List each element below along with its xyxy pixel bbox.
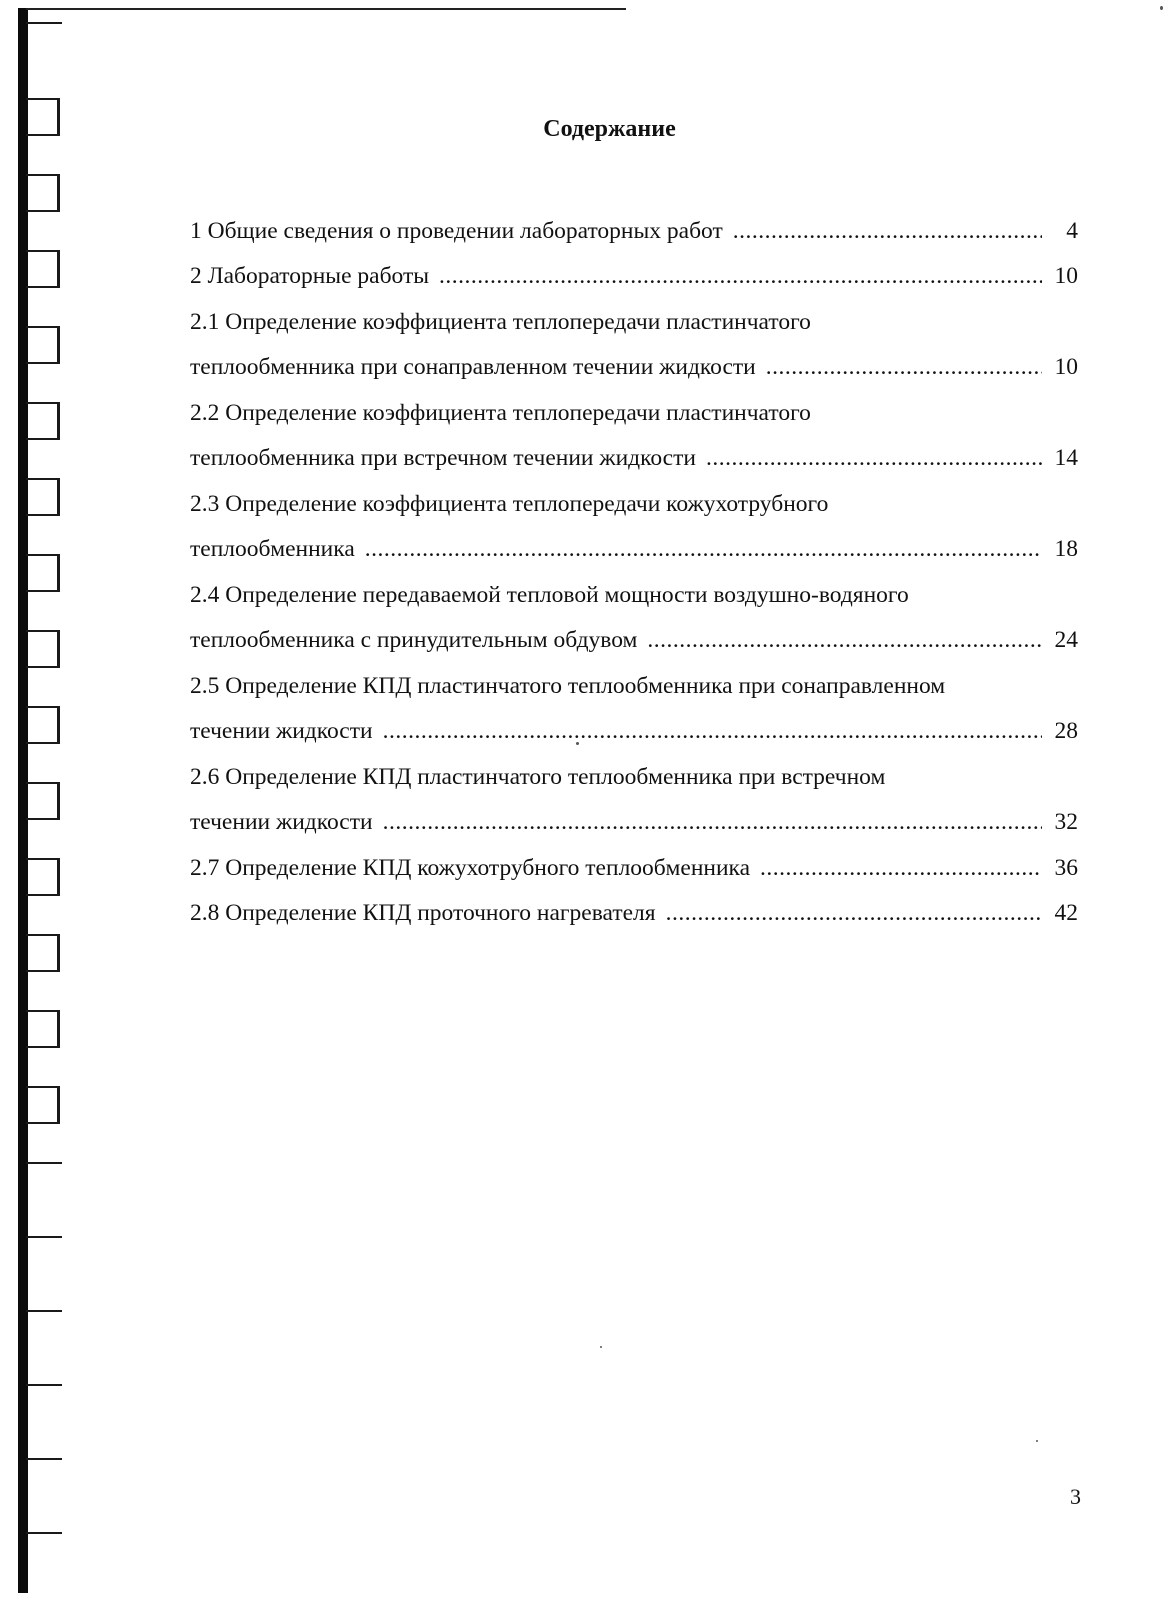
toc-entry-text: течении жидкости <box>190 809 373 835</box>
binding-ring <box>26 858 60 896</box>
binding-ring <box>26 250 60 288</box>
binding-tick <box>26 1162 62 1164</box>
binding-ring <box>26 1010 60 1048</box>
binding-ring <box>26 554 60 592</box>
binding-ring <box>26 782 60 820</box>
toc-entry[interactable] <box>190 246 1078 292</box>
binding-tick <box>26 1236 62 1238</box>
top-rule <box>26 8 626 10</box>
scan-speck <box>576 742 579 745</box>
toc-entry-first-line[interactable] <box>190 564 1078 610</box>
toc-entry-text: 2.2 Определение коэффициента теплопередачи пластинчатого <box>190 399 811 426</box>
toc-entry-page: 24 <box>1054 627 1078 653</box>
toc-leader-dots <box>733 216 1042 246</box>
scan-speck <box>1036 1440 1038 1442</box>
toc-entry-page: 28 <box>1054 718 1078 744</box>
toc-entry-page: 14 <box>1054 445 1078 471</box>
toc-entry-first-line[interactable] <box>190 655 1078 701</box>
toc-leader-dots <box>706 443 1042 473</box>
toc-entry[interactable] <box>190 337 1078 383</box>
toc-entry-text: 2.8 Определение КПД проточного нагревателя <box>190 900 656 926</box>
toc-entry-page: 42 <box>1054 900 1078 926</box>
toc-entry[interactable] <box>190 701 1078 747</box>
toc-leader-dots <box>766 352 1042 382</box>
toc-entry-text: течении жидкости <box>190 718 373 744</box>
toc-entry[interactable] <box>190 610 1078 656</box>
toc-entry[interactable] <box>190 200 1078 246</box>
toc-entry-page: 18 <box>1054 536 1078 562</box>
toc-entry-text: теплообменника при встречном течении жидкости <box>190 445 696 471</box>
toc-entry[interactable] <box>190 428 1078 474</box>
binding-ring <box>26 478 60 516</box>
binding-ring <box>26 326 60 364</box>
binding-ring <box>26 1086 60 1124</box>
toc-entry-text: 1 Общие сведения о проведении лабораторных работ <box>190 217 723 244</box>
toc-leader-dots <box>666 898 1042 928</box>
toc-entry-page: 10 <box>1054 354 1078 380</box>
toc-entry-page: 32 <box>1054 809 1078 835</box>
toc-entry-text: теплообменника при сонаправленном течении жидкости <box>190 354 756 380</box>
page-number: 3 <box>1070 1484 1081 1509</box>
toc-entry-page: 4 <box>1066 217 1078 244</box>
binding-tick <box>26 1532 62 1534</box>
table-of-contents <box>190 200 1078 928</box>
toc-entry-text: 2.7 Определение КПД кожухотрубного теплообменника <box>190 854 751 881</box>
toc-entry-text: 2.4 Определение передаваемой тепловой мощности воздушно-водяного <box>190 581 909 608</box>
binding-tick <box>26 22 62 24</box>
toc-entry-first-line[interactable] <box>190 746 1078 792</box>
toc-leader-dots <box>647 625 1042 655</box>
toc-entry-page: 36 <box>1054 854 1078 881</box>
toc-entry-text: 2.3 Определение коэффициента теплопередачи кожухотрубного <box>190 490 829 517</box>
binding-tick <box>26 1310 62 1312</box>
toc-entry-text: 2 Лабораторные работы <box>190 263 430 289</box>
toc-entry-page: 10 <box>1054 263 1078 289</box>
binding-ring <box>26 934 60 972</box>
toc-entry[interactable] <box>190 792 1078 838</box>
binding-ring <box>26 402 60 440</box>
scan-speck <box>600 1346 602 1348</box>
toc-leader-dots <box>439 261 1042 291</box>
toc-leader-dots <box>383 716 1042 746</box>
binding-ring <box>26 706 60 744</box>
toc-leader-dots <box>760 853 1042 883</box>
toc-entry[interactable] <box>190 883 1078 929</box>
toc-entry-text: 2.1 Определение коэффициента теплопередачи пластинчатого <box>190 308 811 335</box>
toc-entry-text: 2.6 Определение КПД пластинчатого теплообменника при встречном <box>190 763 886 790</box>
toc-entry-first-line[interactable] <box>190 382 1078 428</box>
toc-entry[interactable] <box>190 837 1078 883</box>
binding-tick <box>26 1458 62 1460</box>
toc-leader-dots <box>365 534 1042 564</box>
toc-entry[interactable] <box>190 519 1078 565</box>
toc-entry-first-line[interactable] <box>190 291 1078 337</box>
toc-entry-text: 2.5 Определение КПД пластинчатого теплообменника при сонаправленном <box>190 672 946 699</box>
toc-entry-first-line[interactable] <box>190 473 1078 519</box>
scan-speck <box>1160 6 1163 10</box>
toc-entry-text: теплообменника <box>190 536 355 562</box>
binding-ring <box>26 174 60 212</box>
binding-ring <box>26 630 60 668</box>
toc-leader-dots <box>383 807 1042 837</box>
page-title: Содержание <box>543 116 676 142</box>
binding-tick <box>26 1384 62 1386</box>
toc-entry-text: теплообменника с принудительным обдувом <box>190 627 638 653</box>
